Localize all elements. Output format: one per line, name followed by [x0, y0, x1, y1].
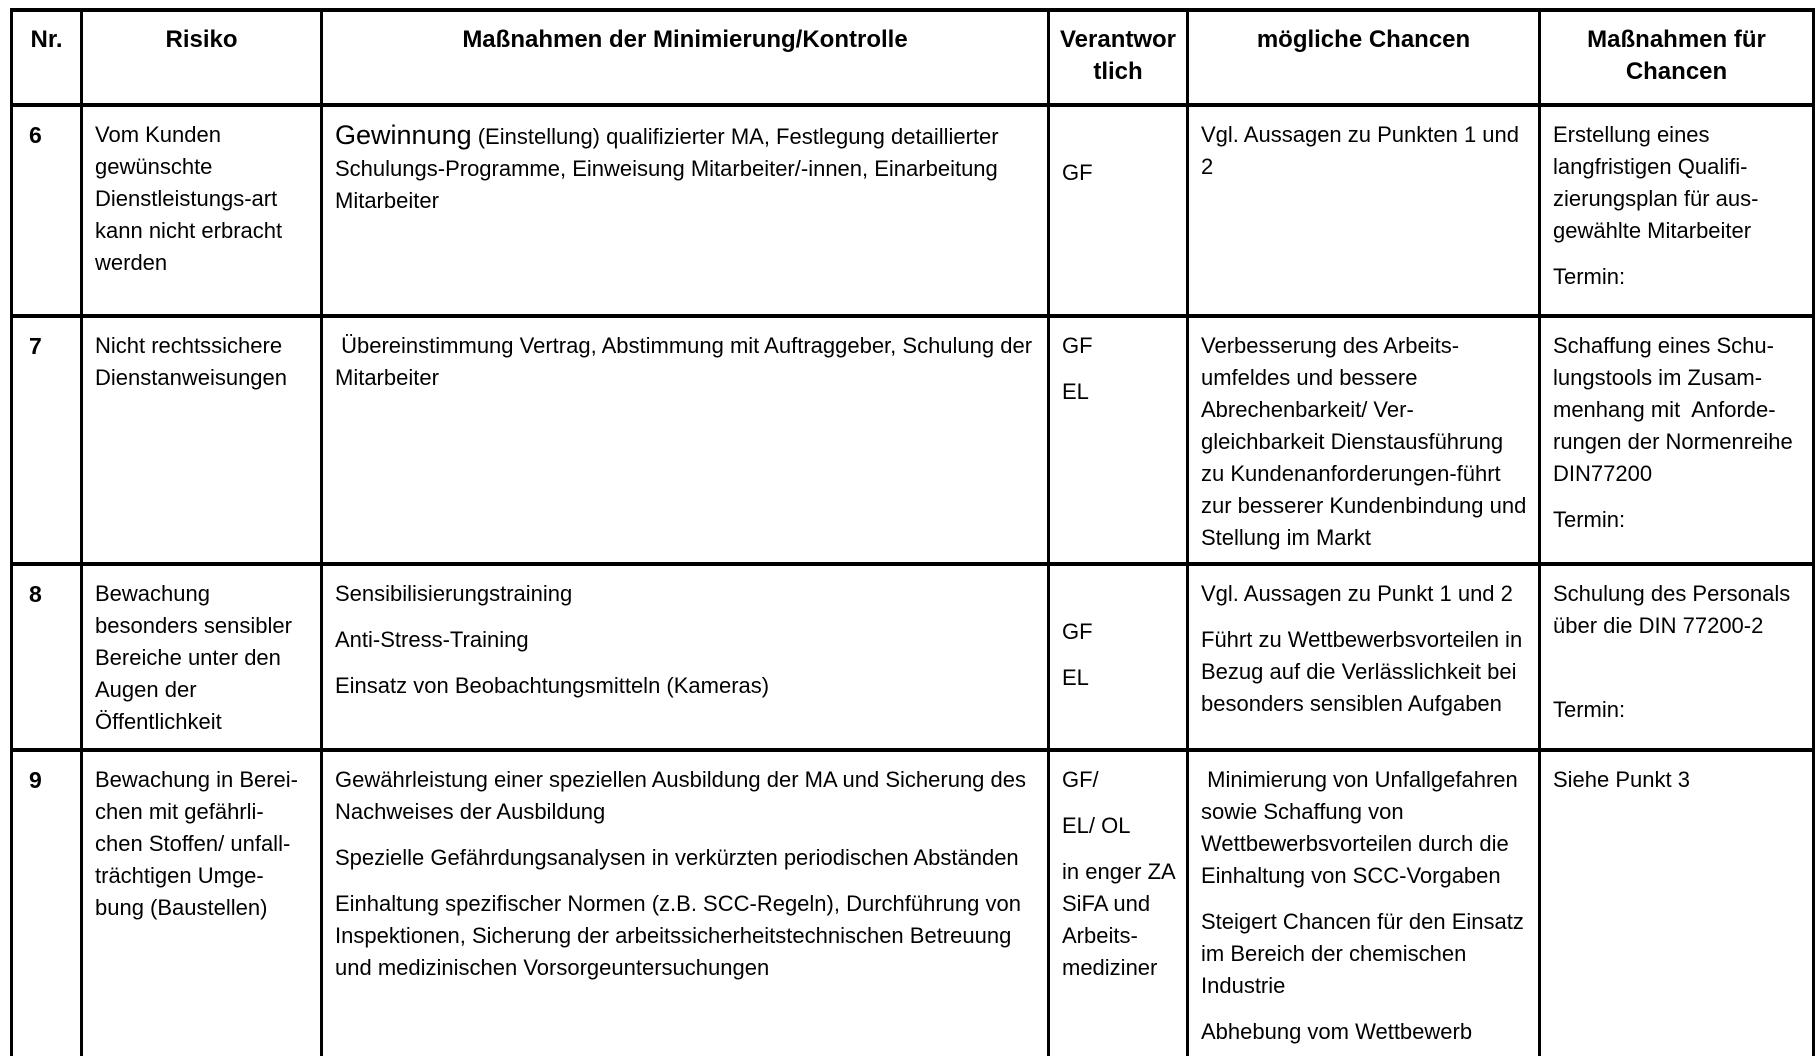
paragraph: in enger ZA SiFA und Arbeits-mediziner	[1062, 859, 1181, 980]
cell-risiko	[82, 750, 322, 1056]
emphasized-lead-word: Gewinnung	[335, 120, 472, 150]
paragraph: Minimierung von Unfallgefahren sowie Schaffung von Wettbewerbsvorteilen durch die Einhaltung von SCC-Vorgaben	[1201, 767, 1524, 888]
table-row	[12, 564, 1814, 750]
cell-chancen	[1188, 564, 1540, 750]
cell-nr: 9	[12, 750, 82, 1056]
paragraph: Nicht rechtssichere Dienstanweisungen	[95, 333, 289, 390]
paragraph	[1062, 578, 1176, 602]
cell-verantwortlich	[1049, 564, 1188, 750]
cell-chancen	[1188, 750, 1540, 1056]
paragraph: Sensibilisierungstraining	[335, 581, 573, 606]
paragraph: Steigert Chancen für den Einsatz im Bereich der chemischen Industrie	[1201, 909, 1530, 998]
paragraph: Spezielle Gefährdungsanalysen in verkürzten periodischen Abständen	[335, 845, 1019, 870]
header-verantwortlich: Verantwortlich	[1049, 10, 1188, 105]
paragraph: GF	[1062, 160, 1093, 185]
table-body	[12, 105, 1814, 1056]
header-massnahmen-fuer-chancen: Maßnahmen für Chancen	[1540, 10, 1814, 105]
cell-chancen-massnahmen	[1540, 316, 1814, 564]
paragraph	[1062, 119, 1176, 143]
cell-risiko	[82, 105, 322, 316]
cell-risiko	[82, 316, 322, 564]
paragraph: Bewachung besonders sensibler Bereiche unter den Augen der Öffentlichkeit	[95, 581, 299, 734]
paragraph: Siehe Punkt 3	[1553, 767, 1690, 792]
table-header	[12, 10, 1814, 105]
paragraph: Verbesserung des Arbeits-umfeldes und bessere Abrechenbarkeit/ Ver-gleichbarkeit Dienstausführung zu Kundenanforderungen-führt zur besserer Kundenbindung und Stellung im Markt	[1201, 333, 1533, 550]
cell-risiko	[82, 564, 322, 750]
paragraph: EL	[1062, 665, 1089, 690]
paragraph: EL/ OL	[1062, 813, 1131, 838]
paragraph: Vgl. Aussagen zu Punkt 1 und 2	[1201, 581, 1513, 606]
cell-chancen	[1188, 105, 1540, 316]
cell-massnahmen	[322, 750, 1049, 1056]
paragraph: Einsatz von Beobachtungsmitteln (Kameras)	[335, 673, 770, 698]
header-massnahmen: Maßnahmen der Minimierung/Kontrolle	[322, 10, 1049, 105]
paragraph	[1553, 656, 1802, 680]
header-risiko: Risiko	[82, 10, 322, 105]
paragraph: EL	[1062, 379, 1089, 404]
cell-verantwortlich	[1049, 105, 1188, 316]
table-row	[12, 316, 1814, 564]
paragraph: Abhebung vom Wettbewerb	[1201, 1019, 1473, 1044]
cell-massnahmen	[322, 316, 1049, 564]
paragraph: Führt zu Wettbewerbsvorteilen in Bezug auf die Verlässlichkeit bei besonders sensiblen Aufgaben	[1201, 627, 1529, 716]
cell-chancen	[1188, 316, 1540, 564]
paragraph: GF/	[1062, 767, 1099, 792]
cell-verantwortlich	[1049, 316, 1188, 564]
cell-nr: 7	[12, 316, 82, 564]
header-row	[12, 10, 1814, 105]
paragraph: Termin:	[1553, 507, 1626, 532]
paragraph: GF	[1062, 333, 1093, 358]
paragraph: Einhaltung spezifischer Normen (z.B. SCC-Regeln), Durchführung von Inspektionen, Sicherung der arbeitssicherheitstechnischen Betreuung und medizinischen Vorsorgeuntersuchungen	[335, 891, 1028, 980]
cell-massnahmen	[322, 105, 1049, 316]
paragraph: Schulung des Personals über die DIN 77200-2	[1553, 581, 1797, 638]
paragraph: Bewachung in Berei-chen mit gefährli-chen Stoffen/ unfall-trächtigen Umge-bung (Baustellen)	[95, 767, 299, 920]
table-row	[12, 105, 1814, 316]
paragraph: Erstellung eines langfristigen Qualifi-zierungsplan für aus-gewählte Mitarbeiter	[1553, 122, 1759, 243]
cell-verantwortlich	[1049, 750, 1188, 1056]
cell-nr: 8	[12, 564, 82, 750]
paragraph: Termin:	[1553, 264, 1626, 289]
cell-chancen-massnahmen	[1540, 564, 1814, 750]
paragraph: Schaffung eines Schu-lungstools im Zusam-menhang mit Anforde-rungen der Normenreihe DIN77200	[1553, 333, 1799, 486]
cell-chancen-massnahmen	[1540, 750, 1814, 1056]
table-row	[12, 750, 1814, 1056]
paragraph: Anti-Stress-Training	[335, 627, 529, 652]
risk-chance-table	[10, 8, 1815, 1056]
header-moegliche-chancen: mögliche Chancen	[1188, 10, 1540, 105]
paragraph: Termin:	[1553, 697, 1626, 722]
cell-nr: 6	[12, 105, 82, 316]
paragraph: Vom Kunden gewünschte Dienstleistungs-art kann nicht erbracht werden	[95, 122, 289, 275]
paragraph: GF	[1062, 619, 1093, 644]
paragraph: Gewinnung (Einstellung) qualifizierter MA, Festlegung detaillierter Schulungs-Programme, Einweisung Mitarbeiter/-innen, Einarbeitung Mitarbeiter	[335, 120, 1005, 213]
cell-massnahmen	[322, 564, 1049, 750]
cell-chancen-massnahmen	[1540, 105, 1814, 316]
header-nr: Nr.	[12, 10, 82, 105]
paragraph: Gewährleistung einer speziellen Ausbildung der MA und Sicherung des Nachweises der Ausbildung	[335, 767, 1033, 824]
paragraph: Vgl. Aussagen zu Punkten 1 und 2	[1201, 122, 1526, 179]
paragraph: Übereinstimmung Vertrag, Abstimmung mit Auftraggeber, Schulung der Mitarbeiter	[335, 333, 1039, 390]
